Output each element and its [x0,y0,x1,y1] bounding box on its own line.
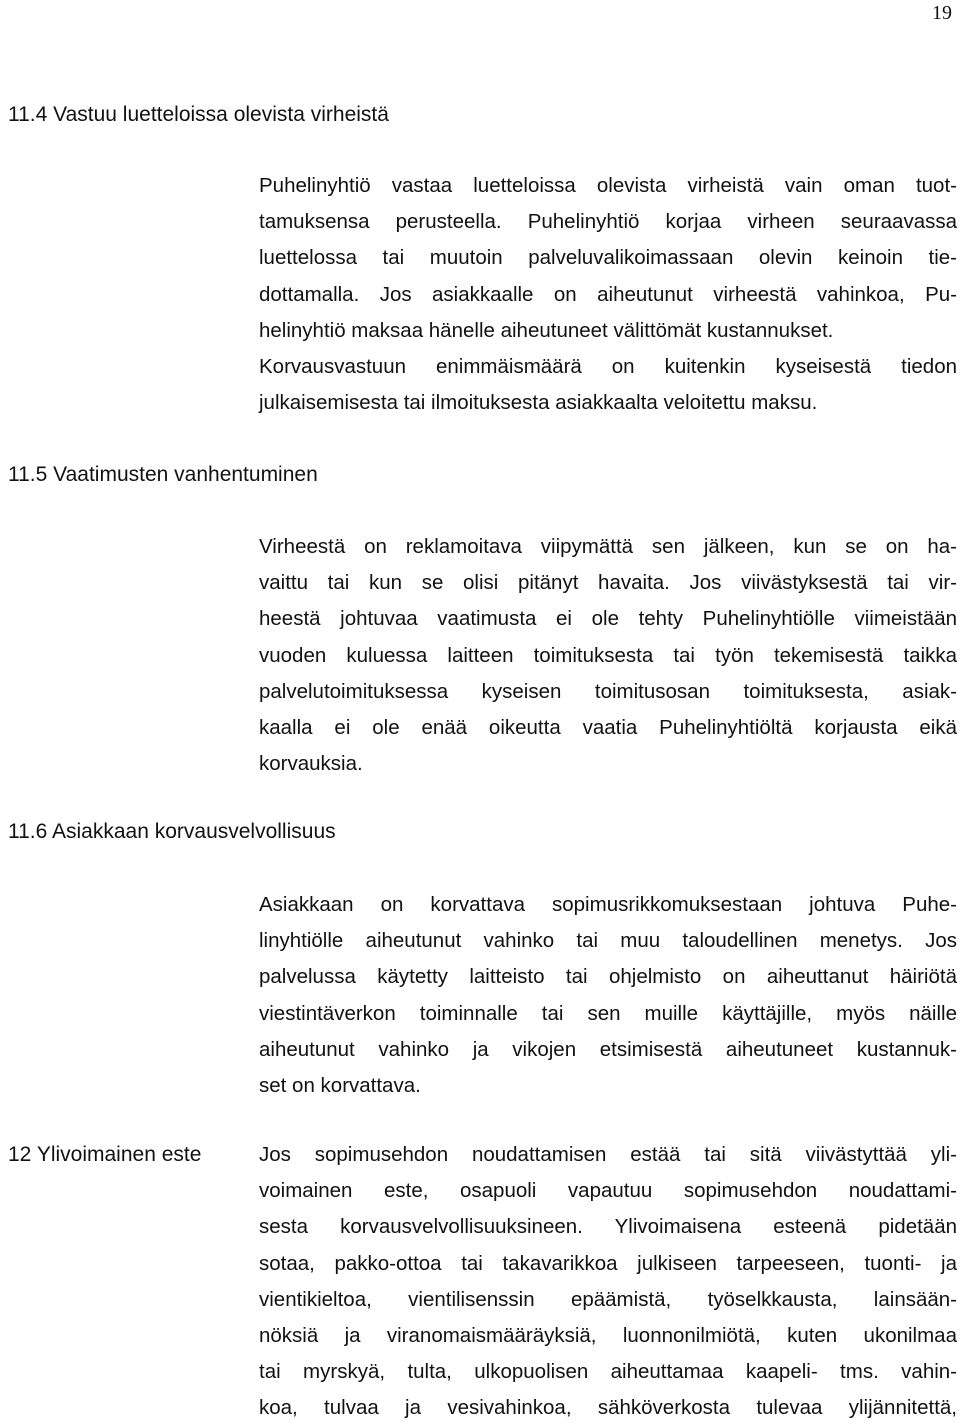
section-body-12 [259,1137,957,1427]
body-line: tai myrskyä, tulta, ulkopuolisen aiheuttamaa kaapeli- tms. vahin- [259,1360,957,1384]
section-body-11-5 [259,529,957,782]
body-line: Asiakkaan on korvattava sopimusrikkomuksestaan johtuva Puhe- [259,893,957,916]
body-line: korvauksia. [259,752,363,776]
body-line: aiheutunut vahinko ja vikojen etsimisestä aiheutuneet kustannuk- [259,1037,957,1061]
body-line: Korvausvastuun enimmäismäärä on kuitenkin kyseisestä tiedon [259,355,957,379]
body-line: kaalla ei ole enää oikeutta vaatia Puhelinyhtiöltä korjausta eikä [259,716,957,740]
body-line: Puhelinyhtiö vastaa luetteloissa olevista virheistä vain oman tuot- [259,174,957,197]
body-line: sotaa, pakko-ottoa tai takavarikkoa julkiseen tarpeeseen, tuonti- ja [259,1251,957,1275]
body-line: viestintäverkon toiminnalle tai sen muille käyttäjille, myös näille [259,1001,957,1025]
section-heading-11-6: 11.6 Asiakkaan korvausvelvollisuus [8,820,336,843]
body-line: nöksiä ja viranomaismääräyksiä, luonnonilmiötä, kuten ukonilmaa [259,1324,957,1348]
section-body-11-6 [259,887,957,1104]
section-heading-11-5: 11.5 Vaatimusten vanhentuminen [8,463,318,486]
body-line: heestä johtuvaa vaatimusta ei ole tehty Puhelinyhtiölle viimeistään [259,607,957,631]
body-line: koa, tulvaa ja vesivahinkoa, sähköverkosta tulevaa ylijännitettä, [259,1396,957,1420]
body-line: Jos sopimusehdon noudattamisen estää tai sitä viivästyttää yli- [259,1143,957,1166]
body-line: vaittu tai kun se olisi pitänyt havaita. Jos viivästyksestä tai vir- [259,571,957,595]
body-line: julkaisemisesta tai ilmoituksesta asiakkaalta veloitettu maksu. [259,391,818,415]
page-number: 19 [932,2,952,24]
body-line: luettelossa tai muutoin palveluvalikoimassaan olevin keinoin tie- [259,246,957,270]
body-line: set on korvattava. [259,1074,421,1098]
body-line: tamuksensa perusteella. Puhelinyhtiö korjaa virheen seuraavassa [259,210,957,234]
body-line: palvelussa käytetty laitteisto tai ohjelmisto on aiheuttanut häiriötä [259,965,957,989]
body-line: Virheestä on reklamoitava viipymättä sen jälkeen, kun se on ha- [259,535,957,558]
body-line: vuoden kuluessa laitteen toimituksesta tai työn tekemisestä taikka [259,643,957,667]
body-line: linyhtiölle aiheutunut vahinko tai muu taloudellinen menetys. Jos [259,929,957,953]
section-heading-12: 12 Ylivoimainen este [8,1143,202,1166]
body-line: dottamalla. Jos asiakkaalle on aiheutunut virheestä vahinkoa, Pu- [259,282,957,306]
body-line: sesta korvausvelvollisuuksineen. Ylivoimaisena esteenä pidetään [259,1215,957,1239]
body-line: vientikieltoa, vientilisenssin epäämistä, työselkkausta, lainsään- [259,1287,957,1311]
body-line: palvelutoimituksessa kyseisen toimitusosan toimituksesta, asiak- [259,679,957,703]
body-line: helinyhtiö maksaa hänelle aiheutuneet välittömät kustannukset. [259,318,834,342]
section-heading-11-4: 11.4 Vastuu luetteloissa olevista virheistä [8,103,389,126]
section-body-11-4 [259,168,957,421]
body-line: voimainen este, osapuoli vapautuu sopimusehdon noudattami- [259,1179,957,1203]
